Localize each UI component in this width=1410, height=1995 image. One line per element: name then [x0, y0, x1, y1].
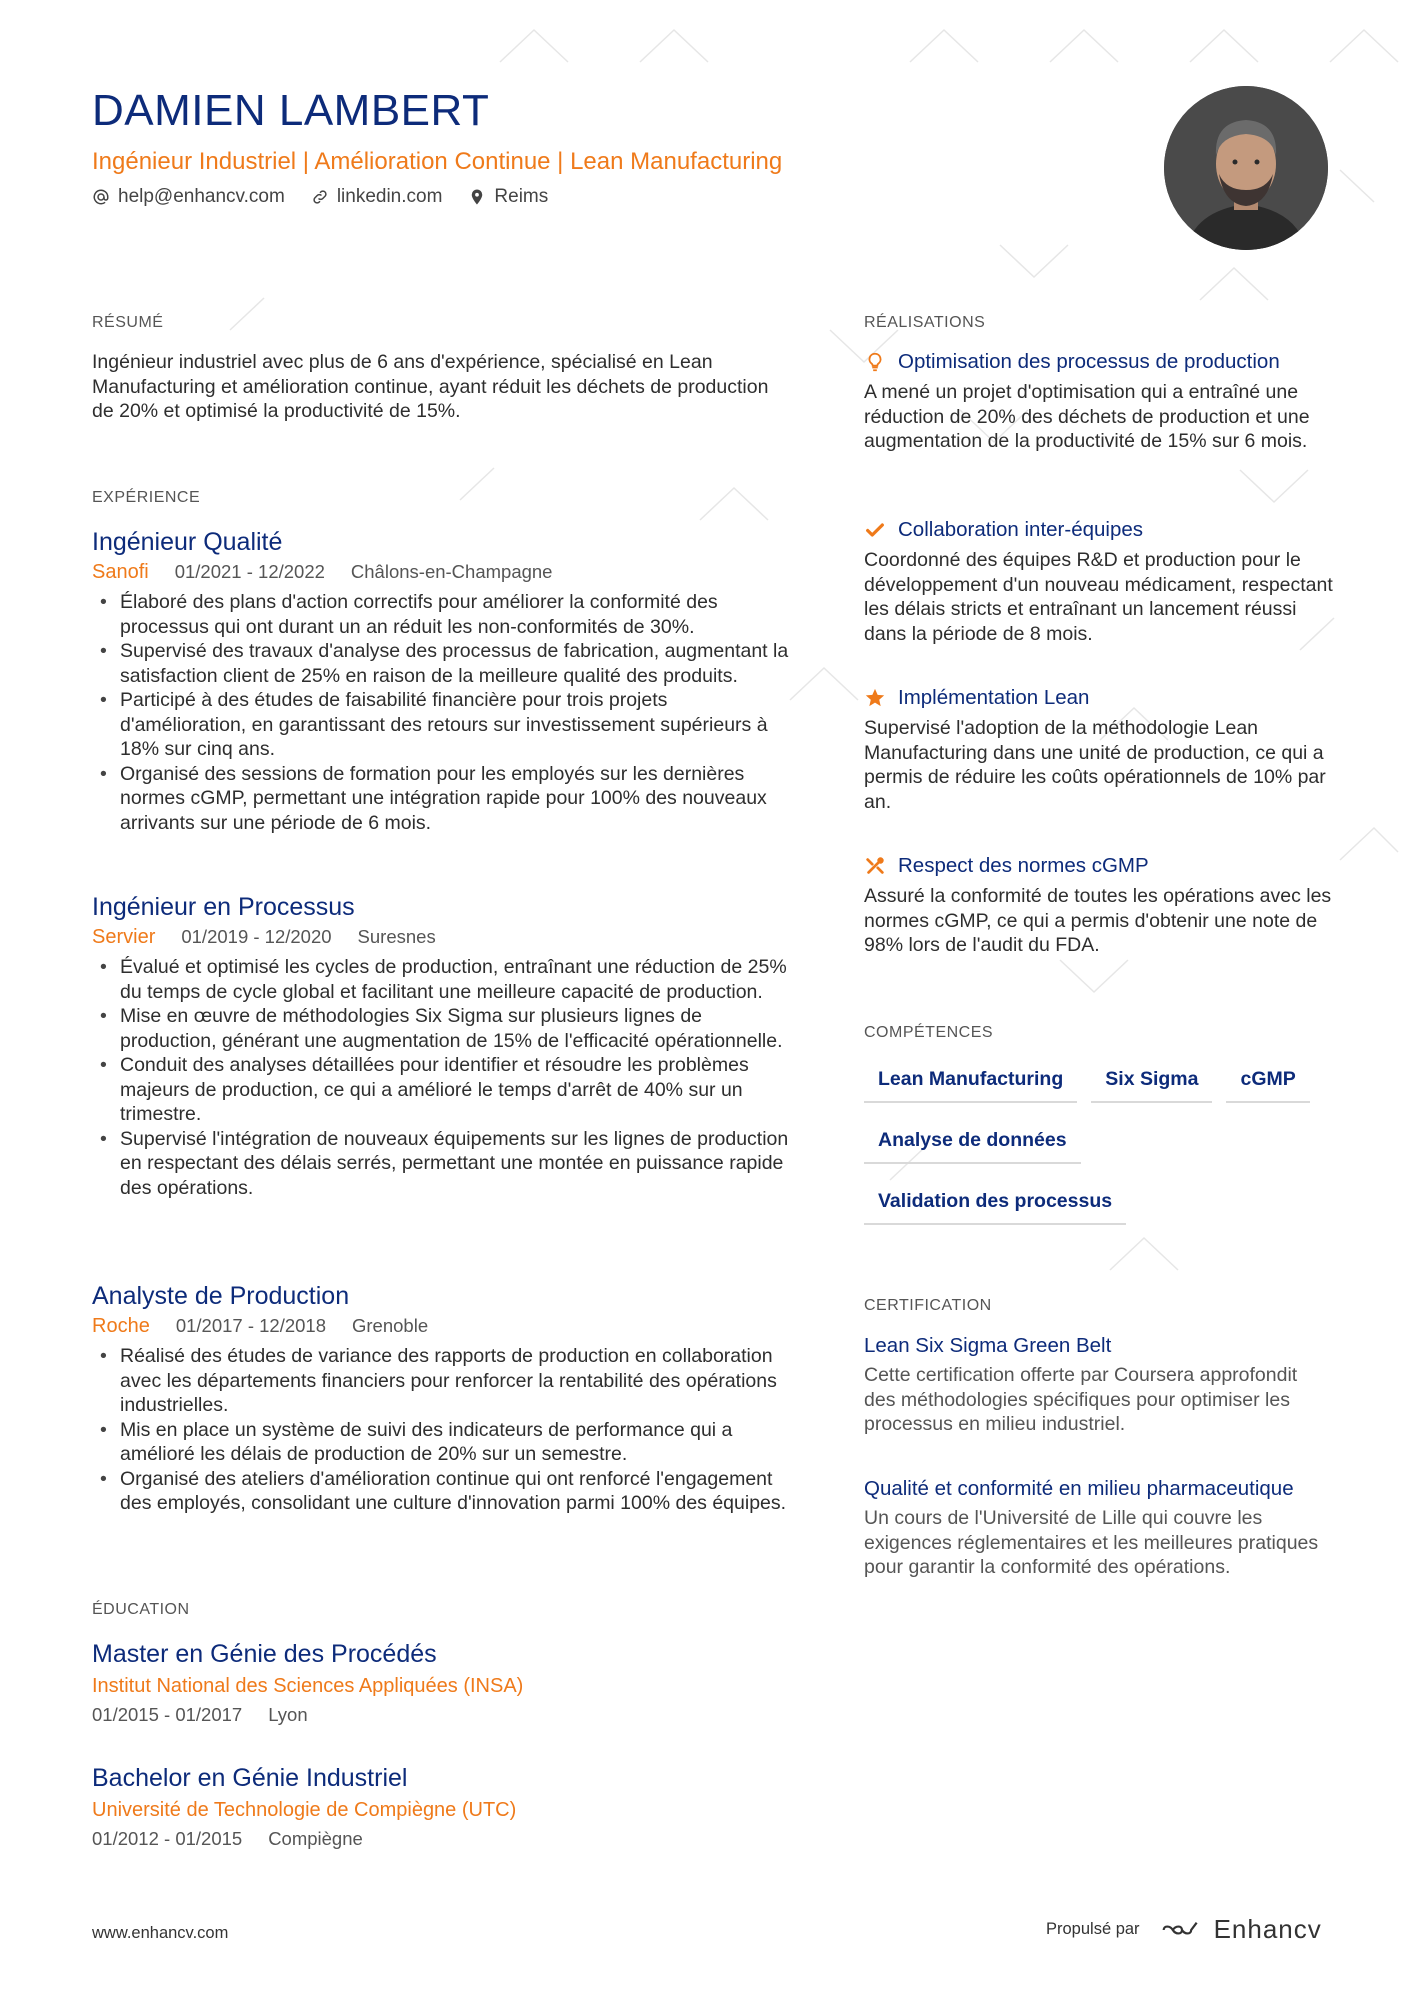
education-dates: 01/2012 - 01/2015: [92, 1828, 243, 1849]
achievement-item: [864, 350, 1334, 454]
job-location: Châlons-en-Champagne: [350, 561, 553, 582]
certification-item: [864, 1476, 1334, 1580]
summary-section-title: RÉSUMÉ: [92, 314, 164, 331]
education-school: Université de Technologie de Compiègne (UTC): [92, 1799, 517, 1821]
certification-title: Lean Six Sigma Green Belt: [864, 1334, 1112, 1357]
location-pin-icon: [468, 188, 486, 206]
job-company: Servier: [92, 926, 156, 948]
job-company: Roche: [92, 1315, 150, 1337]
education-degree: Bachelor en Génie Industriel: [92, 1764, 408, 1792]
contact-location: [468, 186, 548, 208]
job-bullet: • Organisé des sessions de formation pour les employés sur les dernières normes cGMP, permettant une intégration rapide pour 100% des nouveaux arrivants sur une période de 6 mois.: [120, 762, 792, 836]
education-location: Compiègne: [268, 1828, 363, 1849]
job-bullets: [92, 955, 792, 1200]
job-title: Ingénieur en Processus: [92, 893, 355, 921]
contact-email[interactable]: [92, 186, 285, 208]
education-meta: [92, 1704, 792, 1726]
achievement-title: Respect des normes cGMP: [898, 854, 1149, 877]
candidate-subtitle: Ingénieur Industriel | Amélioration Continue | Lean Manufacturing: [92, 148, 783, 175]
job-bullet: • Organisé des ateliers d'amélioration continue qui ont renforcé l'engagement des employés, consolidant une culture d'innovation parmi 100% des équipes.: [120, 1467, 792, 1516]
experience-item: [92, 1282, 792, 1516]
achievement-text: Supervisé l'adoption de la méthodologie Lean Manufacturing dans une unité de production, ce qui a permis de réduire les coûts opérationnels de 10% par an.: [864, 717, 1326, 813]
achievements-section-title: RÉALISATIONS: [864, 314, 986, 331]
certification-title: Qualité et conformité en milieu pharmaceutique: [864, 1477, 1294, 1500]
certification-text: Un cours de l'Université de Lille qui couvre les exigences réglementaires et les meilleures pratiques pour garantir la conformité des opérations.: [864, 1507, 1319, 1578]
experience-section-title: EXPÉRIENCE: [92, 489, 201, 506]
location-text: Reims: [494, 186, 549, 207]
job-company: Sanofi: [92, 561, 149, 583]
certification-section-title: CERTIFICATION: [864, 1297, 992, 1314]
contact-info: [92, 186, 548, 208]
job-bullet: • Mise en œuvre de méthodologies Six Sigma sur plusieurs lignes de production, générant une augmentation de 15% de l'efficacité opérationnelle.: [120, 1004, 792, 1053]
achievement-text: A mené un projet d'optimisation qui a entraîné une réduction de 20% des déchets de production et une augmentation de la productivité de 15% sur 6 mois.: [864, 381, 1310, 452]
job-bullet: • Supervisé des travaux d'analyse des processus de fabrication, augmentant la satisfaction client de 25% en raison de la meilleure qualité des produits.: [120, 639, 792, 688]
achievement-text: Assuré la conformité de toutes les opérations avec les normes cGMP, ce qui a permis d'obtenir une note de 98% lors de l'audit du FDA.: [864, 885, 1332, 956]
brand-logo[interactable]: [1160, 1914, 1322, 1945]
job-meta: [92, 561, 792, 584]
achievement-item: [864, 686, 1334, 814]
link-icon: [311, 188, 329, 206]
powered-by-label: Propulsé par: [1046, 1920, 1140, 1938]
tools-icon: [864, 855, 886, 877]
achievement-item: [864, 854, 1334, 958]
skill-tag: Analyse de données: [864, 1123, 1081, 1164]
at-icon: [92, 188, 110, 206]
job-bullets: [92, 590, 792, 835]
education-item: [92, 1640, 792, 1726]
brand-name: Enhancv: [1213, 1914, 1322, 1944]
linkedin-text: linkedin.com: [336, 186, 443, 207]
education-school: Institut National des Sciences Appliquées (INSA): [92, 1675, 524, 1697]
job-bullet: • Conduit des analyses détaillées pour identifier et résoudre les problèmes majeurs de production, ce qui a amélioré le temps d'arrêt de 40% sur un trimestre.: [120, 1053, 792, 1127]
lightbulb-icon: [864, 351, 886, 373]
certification-item: [864, 1333, 1334, 1437]
footer-branding: [1046, 1914, 1322, 1945]
job-location: Suresnes: [357, 926, 436, 947]
job-meta: [92, 926, 792, 949]
star-icon: [864, 687, 886, 709]
education-section-title: ÉDUCATION: [92, 1601, 190, 1618]
skills-section-title: COMPÉTENCES: [864, 1024, 994, 1041]
experience-item: [92, 528, 792, 835]
skills-list: [864, 1062, 1334, 1225]
job-title: Ingénieur Qualité: [92, 528, 283, 556]
achievement-title: Optimisation des processus de production: [898, 350, 1280, 373]
job-bullet: • Élaboré des plans d'action correctifs pour améliorer la conformité des processus qui ont durant un an réduit les non-conformités de 30%.: [120, 590, 792, 639]
education-dates: 01/2015 - 01/2017: [92, 1704, 243, 1725]
education-location: Lyon: [268, 1704, 308, 1725]
job-title: Analyste de Production: [92, 1282, 350, 1310]
candidate-name: DAMIEN LAMBERT: [92, 86, 490, 135]
achievement-title: Collaboration inter-équipes: [898, 518, 1144, 541]
education-degree: Master en Génie des Procédés: [92, 1640, 437, 1668]
achievement-item: [864, 518, 1334, 646]
education-meta: [92, 1828, 792, 1850]
footer-website[interactable]: www.enhancv.com: [92, 1924, 229, 1942]
check-icon: [864, 519, 886, 541]
enhancv-logo-icon: [1160, 1919, 1204, 1941]
contact-linkedin[interactable]: [311, 186, 443, 208]
education-item: [92, 1764, 792, 1850]
skill-tag: Validation des processus: [864, 1184, 1126, 1225]
achievement-title: Implémentation Lean: [898, 686, 1090, 709]
job-meta: [92, 1315, 792, 1338]
job-bullet: • Mis en place un système de suivi des indicateurs de performance qui a amélioré les délais de production de 20% sur un semestre.: [120, 1418, 792, 1467]
job-dates: 01/2017 - 12/2018: [175, 1315, 326, 1336]
job-bullet: • Réalisé des études de variance des rapports de production en collaboration avec les départements financiers pour renforcer la rentabilité des opérations industrielles.: [120, 1344, 792, 1418]
avatar: [1164, 86, 1328, 250]
avatar-portrait: [1164, 86, 1328, 250]
job-location: Grenoble: [352, 1315, 429, 1336]
skill-tag: cGMP: [1226, 1062, 1309, 1103]
job-bullets: [92, 1344, 792, 1516]
certification-text: Cette certification offerte par Coursera approfondit des méthodologies spécifiques pour optimiser les processus en milieu industriel.: [864, 1364, 1298, 1435]
job-dates: 01/2021 - 12/2022: [174, 561, 325, 582]
skill-tag: Lean Manufacturing: [864, 1062, 1077, 1103]
job-bullet: • Supervisé l'intégration de nouveaux équipements sur les lignes de production en respectant des délais serrés, permettant une montée en puissance rapide des opérations.: [120, 1127, 792, 1201]
job-bullet: • Participé à des études de faisabilité financière pour trois projets d'amélioration, en garantissant des retours sur investissement supérieurs à 18% sur cinq ans.: [120, 688, 792, 762]
job-bullet: • Évalué et optimisé les cycles de production, entraînant une réduction de 25% du temps de cycle global et facilitant une meilleure capacité de production.: [120, 955, 792, 1004]
job-dates: 01/2019 - 12/2020: [181, 926, 332, 947]
achievement-text: Coordonné des équipes R&D et production pour le développement d'un nouveau médicament, respectant les délais stricts et entraînant un lancement réussi dans la période de 8 mois.: [864, 549, 1333, 645]
email-text: help@enhancv.com: [118, 186, 285, 207]
skill-tag: Six Sigma: [1091, 1062, 1212, 1103]
summary-text: Ingénieur industriel avec plus de 6 ans d'expérience, spécialisé en Lean Manufacturing et amélioration continue, ayant réduit les déchets de production de 20% et optimisé la productivité de 15%.: [92, 351, 769, 422]
experience-item: [92, 893, 792, 1200]
